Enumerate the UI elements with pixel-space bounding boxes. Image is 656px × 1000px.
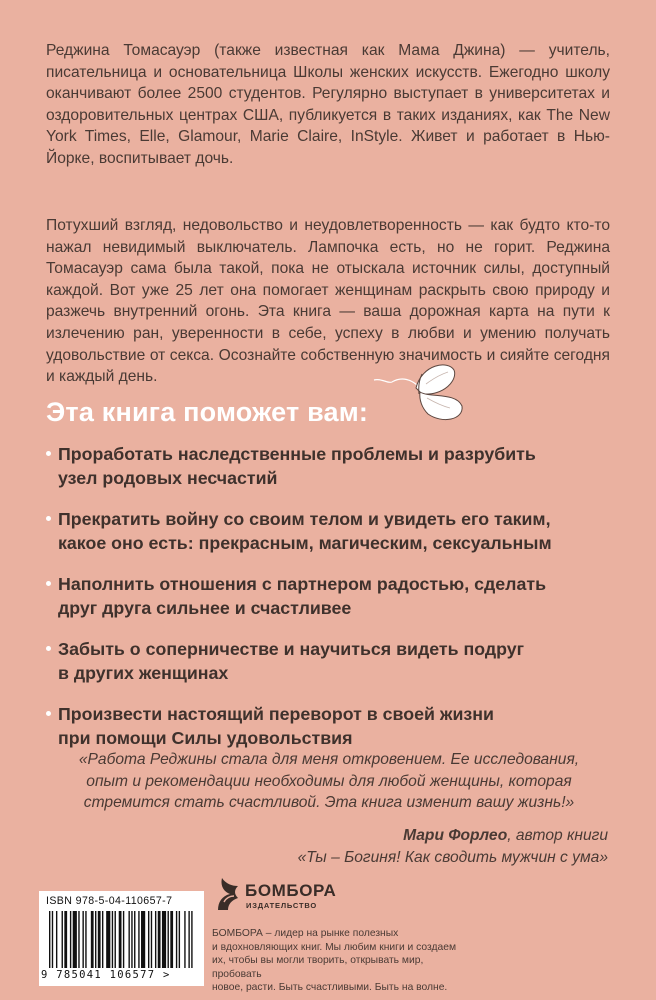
benefit-line: Прекратить войну со своим телом и увидеть его таким, xyxy=(58,509,551,529)
bullet-dot-icon xyxy=(46,711,51,716)
benefit-item xyxy=(46,637,626,685)
isbn-label: ISBN 978-5-04-110657-7 xyxy=(46,895,173,907)
publisher-line: БОМБОРА – лидер на рынке полезных xyxy=(212,928,399,939)
quote-author-role: , автор книги xyxy=(507,827,608,844)
benefit-line: Наполнить отношения с партнером радостью, сделать xyxy=(58,574,547,594)
barcode-bars-icon xyxy=(49,911,194,968)
benefit-item xyxy=(46,507,626,555)
bullet-dot-icon xyxy=(46,646,51,651)
benefit-item xyxy=(46,442,626,490)
publisher-logo-subtitle: ИЗДАТЕЛЬСТВО xyxy=(246,901,317,910)
benefit-item xyxy=(46,702,626,750)
benefit-item xyxy=(46,572,626,620)
bombora-logo-icon xyxy=(212,872,242,912)
benefit-line: друг друга сильнее и счастливее xyxy=(58,598,352,618)
benefit-line: при помощи Силы удовольствия xyxy=(58,728,353,748)
benefit-line: Проработать наследственные проблемы и разрубить xyxy=(58,444,536,464)
quote-author-name: Мари Форлео xyxy=(403,827,508,844)
book-description: Потухший взгляд, недовольство и неудовлетворенность — как будто кто-то нажал невидимый выключатель. Лампочка есть, но не горит. Реджина Томасауэр сама была такой, пока не отыскала источник силы, доступный каждой. Вот уже 25 лет она помогает женщинам раскрыть свою природу и разжечь внутренний огонь. Эта книга — ваша дорожная карта на пути к излечению ран, уверенности в себе, успеху в любви и умению получать удовольствие от секса. Осознайте собственную значимость и сияйте сегодня и каждый день. xyxy=(46,217,610,386)
benefit-line: какое оно есть: прекрасным, магическим, сексуальным xyxy=(58,533,552,553)
benefit-line: в других женщинах xyxy=(58,663,229,683)
benefit-line: узел родовых несчастий xyxy=(58,468,278,488)
quote-line: «Работа Реджины стала для меня откровением. Ее исследования, xyxy=(78,751,580,768)
quote-line: стремится стать счастливой. Эта книга изменит вашу жизнь!» xyxy=(83,794,575,812)
publisher-logo-name: БОМБОРА xyxy=(245,881,337,900)
publisher-line: новое, расти. Быть счастливыми. Быть на волне. xyxy=(212,982,448,994)
author-bio: Реджина Томасауэр (также известная как Мама Джина) — учитель, писательница и основательница Школы женских искусств. Ежегодно школу оканчивают более 2500 студентов. Регулярно выступает в университетах и оздоровительных центрах США, публикуется в таких изданиях, как The New York Times, Elle, Glamour, Marie Claire, InStyle. Живет и работает в Нью-Йорке, воспитывает дочь. xyxy=(46,42,610,167)
publisher-line: их, чтобы вы могли творить, открывать мир, пробовать xyxy=(212,955,424,980)
butterfly-icon xyxy=(372,358,468,428)
publisher-line: и вдохновляющих книг. Мы любим книги и создаем xyxy=(212,941,457,953)
benefit-line: Произвести настоящий переворот в своей жизни xyxy=(58,704,494,724)
publisher-logo xyxy=(212,872,352,922)
benefit-line: Забыть о соперничестве и научиться видеть подруг xyxy=(58,639,525,659)
quote-author-book: «Ты – Богиня! Как сводить мужчин с ума» xyxy=(297,848,608,866)
benefits-list xyxy=(46,442,626,750)
benefits-heading: Эта книга поможет вам: xyxy=(46,397,369,427)
bullet-dot-icon xyxy=(46,581,51,586)
publisher-description xyxy=(212,927,472,995)
quote-attribution xyxy=(188,825,608,868)
quote-line: опыт и рекомендации необходимы для любой женщины, которая xyxy=(86,772,572,790)
bullet-dot-icon xyxy=(46,451,51,456)
bullet-dot-icon xyxy=(46,516,51,521)
testimonial-quote xyxy=(46,749,612,814)
barcode xyxy=(39,891,204,986)
barcode-digits: 9 785041 106577 > xyxy=(41,969,171,981)
